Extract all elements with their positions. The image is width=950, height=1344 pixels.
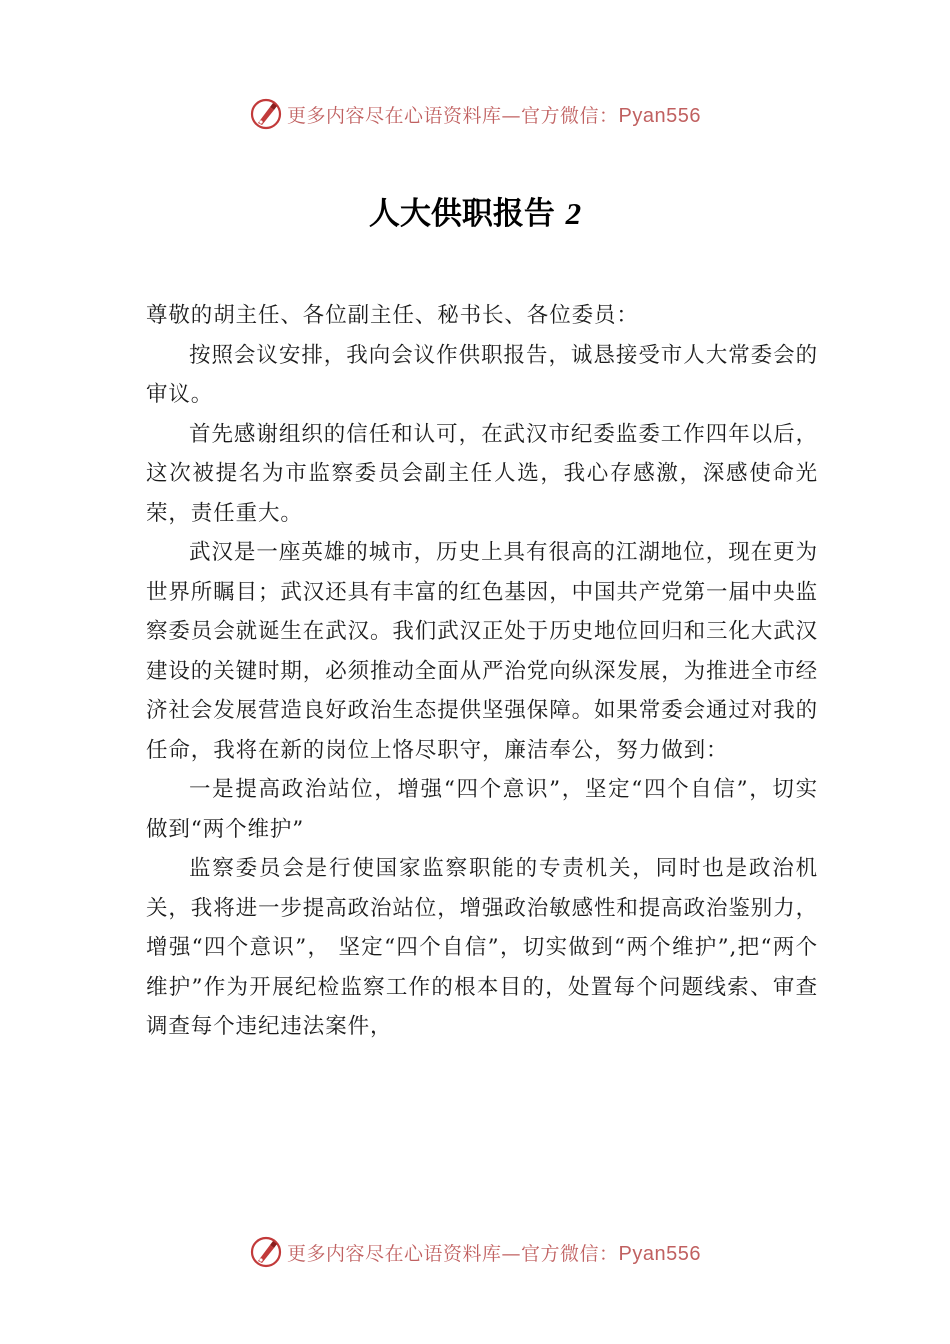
banner-text — [287, 101, 701, 128]
banner-slogan: 更多内容尽在心语资料库—官方微信： — [287, 1242, 619, 1265]
pen-nib-logo-icon — [249, 1235, 283, 1269]
paragraph-2: 首先感谢组织的信任和认可，在武汉市纪委监委工作四年以后，这次被提名为市监察委员会副主任人选，我心存感激，深感使命光荣，责任重大。 — [146, 421, 818, 526]
paragraph-5: 监察委员会是行使国家监察职能的专责机关，同时也是政治机关，我将进一步提高政治站位，增强政治敏感性和提高政治鉴别力，增强“四个意识”， 坚定“四个自信”，切实做到“两个维护”,把“两个维护”作为开展纪检监察工作的根本目的，处置每个问题线索、审查调查每个违纪违法案件， — [146, 856, 819, 1039]
title-number: 2 — [565, 196, 582, 231]
banner-slogan: 更多内容尽在心语资料库—官方微信： — [287, 104, 619, 127]
title-text: 人大供职报告 — [368, 196, 555, 232]
document-title — [0, 188, 950, 233]
document-body — [146, 296, 818, 1047]
salutation: 尊敬的胡主任、各位副主任、秘书长、各位委员： — [146, 303, 639, 328]
banner-text — [287, 1239, 701, 1266]
footer-banner — [0, 1232, 950, 1272]
paragraph-3: 武汉是一座英雄的城市，历史上具有很高的江湖地位，现在更为世界所瞩目；武汉还具有丰富的红色基因，中国共产党第一届中央监察委员会就诞生在武汉。我们武汉正处于历史地位回归和三化大武汉建设的关键时期，必须推动全面从严治党向纵深发展，为推进全市经济社会发展营造良好政治生态提供坚强保障。如果常委会通过对我的任命，我将在新的岗位上恪尽职守，廉洁奉公，努力做到： — [146, 540, 819, 763]
banner-wechat-id: Pyan556 — [618, 1242, 701, 1265]
banner-wechat-id: Pyan556 — [618, 104, 701, 127]
paragraph-1: 按照会议安排，我向会议作供职报告，诚恳接受市人大常委会的审议。 — [146, 342, 818, 407]
header-banner — [0, 94, 950, 134]
pen-nib-logo-icon — [249, 97, 283, 131]
paragraph-4-heading: 一是提高政治站位，增强“四个意识”，坚定“四个自信”，切实做到“两个维护” — [146, 777, 818, 842]
